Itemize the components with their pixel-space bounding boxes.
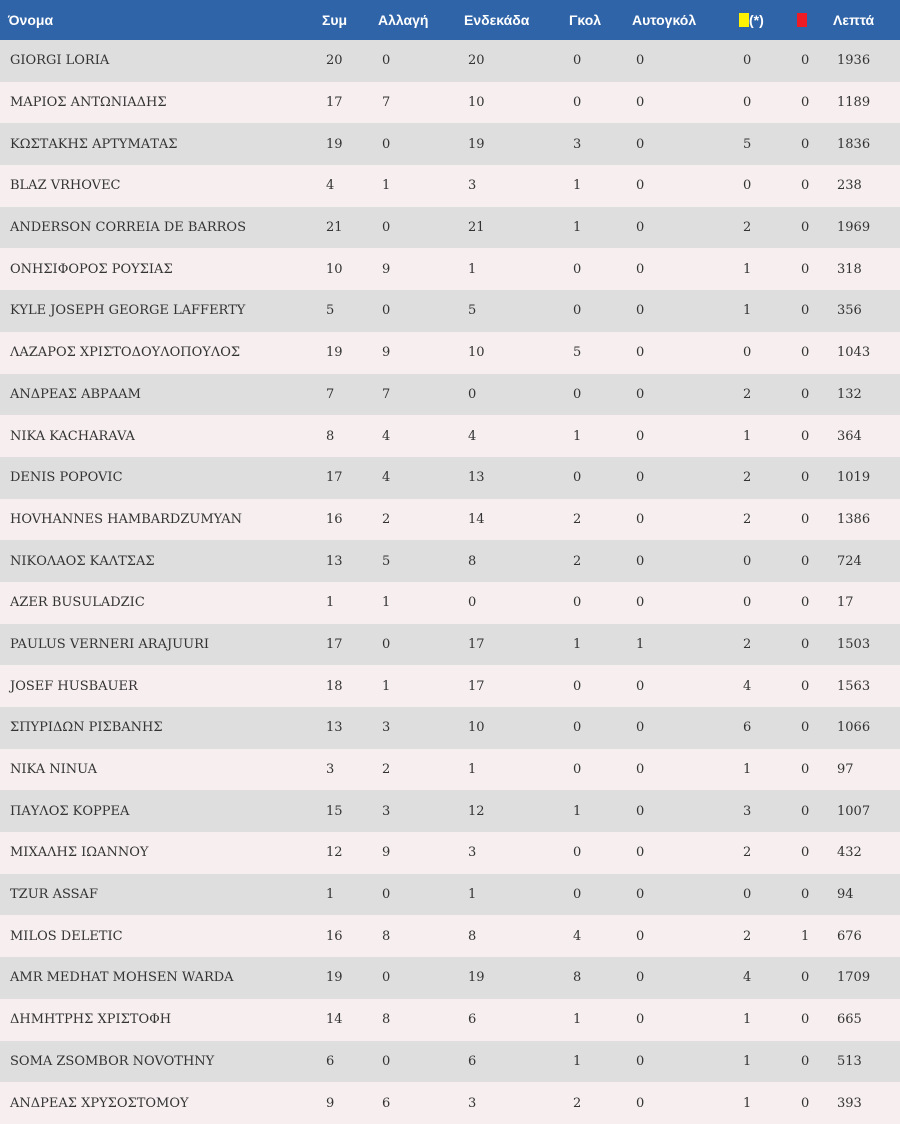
starts-cell: 3 [468, 845, 477, 861]
goals-cell: 1 [573, 803, 582, 819]
table-row [0, 790, 900, 832]
goals-cell: 1 [573, 220, 582, 236]
table-row [0, 457, 900, 499]
starts-cell: 1 [468, 762, 477, 778]
player-name-cell: ΛΑΖΑΡΟΣ ΧΡΙΣΤΟΔΟΥΛΟΠΟΥΛΟΣ [10, 345, 241, 361]
starts-cell: 6 [468, 1053, 477, 1069]
table-row [0, 332, 900, 374]
minutes-cell: 1936 [837, 53, 871, 69]
starts-cell: 12 [468, 803, 485, 819]
starts-cell: 13 [468, 470, 485, 486]
goals-cell: 1 [573, 1012, 582, 1028]
minutes-cell: 1019 [837, 470, 871, 486]
player-name-cell: AMR MEDHAT MOHSEN WARDA [10, 970, 234, 986]
player-name-cell: ΑΝΔΡΕΑΣ ΑΒΡΑΑΜ [10, 386, 141, 402]
goals-cell: 1 [573, 178, 582, 194]
column-header-starts[interactable]: Ενδεκάδα [464, 12, 530, 28]
goals-cell: 5 [573, 345, 582, 361]
starts-cell: 8 [468, 928, 477, 944]
own-goals-cell: 0 [636, 720, 645, 736]
table-row [0, 999, 900, 1041]
own-goals-cell: 0 [636, 1095, 645, 1111]
appearances-cell: 21 [326, 220, 343, 236]
appearances-cell: 16 [326, 511, 343, 527]
minutes-cell: 1969 [837, 220, 871, 236]
table-row [0, 832, 900, 874]
yellow-cards-cell: 0 [743, 53, 752, 69]
substitute-cell: 7 [382, 95, 391, 111]
table-row [0, 123, 900, 165]
red-cards-cell: 0 [801, 470, 810, 486]
own-goals-cell: 0 [636, 762, 645, 778]
appearances-cell: 12 [326, 845, 343, 861]
goals-cell: 0 [573, 720, 582, 736]
table-row [0, 874, 900, 916]
goals-cell: 0 [573, 678, 582, 694]
minutes-cell: 1386 [837, 511, 871, 527]
red-cards-cell: 0 [801, 762, 810, 778]
starts-cell: 1 [468, 261, 477, 277]
appearances-cell: 3 [326, 762, 335, 778]
table-row [0, 665, 900, 707]
own-goals-cell: 0 [636, 136, 645, 152]
appearances-cell: 1 [326, 595, 335, 611]
minutes-cell: 356 [837, 303, 862, 319]
yellow-cards-cell: 6 [743, 720, 752, 736]
player-name-cell: MILOS DELETIC [10, 928, 123, 944]
player-name-cell: TZUR ASSAF [10, 887, 98, 903]
starts-cell: 6 [468, 1012, 477, 1028]
appearances-cell: 14 [326, 1012, 343, 1028]
red-cards-cell: 0 [801, 53, 810, 69]
substitute-cell: 8 [382, 1012, 391, 1028]
goals-cell: 0 [573, 762, 582, 778]
red-cards-cell: 0 [801, 303, 810, 319]
minutes-cell: 724 [837, 553, 862, 569]
starts-cell: 0 [468, 386, 477, 402]
red-cards-cell: 0 [801, 386, 810, 402]
appearances-cell: 19 [326, 970, 343, 986]
substitute-cell: 9 [382, 345, 391, 361]
substitute-cell: 0 [382, 53, 391, 69]
substitute-cell: 0 [382, 887, 391, 903]
substitute-cell: 2 [382, 762, 391, 778]
minutes-cell: 1189 [837, 95, 871, 111]
yellow-cards-cell: 4 [743, 678, 752, 694]
player-name-cell: NIKA KACHARAVA [10, 428, 135, 444]
appearances-cell: 5 [326, 303, 335, 319]
player-name-cell: NIKA NINUA [10, 762, 98, 778]
minutes-cell: 364 [837, 428, 862, 444]
own-goals-cell: 0 [636, 678, 645, 694]
own-goals-cell: 0 [636, 887, 645, 903]
substitute-cell: 0 [382, 136, 391, 152]
substitute-cell: 4 [382, 470, 391, 486]
red-cards-cell: 0 [801, 678, 810, 694]
red-cards-cell: 1 [801, 928, 810, 944]
substitute-cell: 4 [382, 428, 391, 444]
substitute-cell: 0 [382, 220, 391, 236]
red-cards-cell: 0 [801, 595, 810, 611]
appearances-cell: 8 [326, 428, 335, 444]
appearances-cell: 16 [326, 928, 343, 944]
red-cards-cell: 0 [801, 136, 810, 152]
starts-cell: 3 [468, 178, 477, 194]
yellow-cards-cell: 2 [743, 636, 752, 652]
substitute-cell: 0 [382, 1053, 391, 1069]
player-name-cell: ΣΠΥΡΙΔΩΝ ΡΙΣΒΑΝΗΣ [10, 720, 163, 736]
player-name-cell: ΝΙΚΟΛΑΟΣ ΚΑΛΤΣΑΣ [10, 553, 155, 569]
own-goals-cell: 0 [636, 428, 645, 444]
yellow-cards-cell: 2 [743, 928, 752, 944]
minutes-cell: 94 [837, 887, 854, 903]
yellow-cards-cell: 0 [743, 887, 752, 903]
own-goals-cell: 0 [636, 220, 645, 236]
substitute-cell: 0 [382, 636, 391, 652]
red-cards-cell: 0 [801, 636, 810, 652]
minutes-cell: 1007 [837, 803, 871, 819]
substitute-cell: 6 [382, 1095, 391, 1111]
player-name-cell: ΜΑΡΙΟΣ ΑΝΤΩΝΙΑΔΗΣ [10, 95, 167, 111]
minutes-cell: 1563 [837, 678, 871, 694]
table-header-row [0, 0, 900, 40]
starts-cell: 19 [468, 970, 485, 986]
yellow-cards-cell: 2 [743, 845, 752, 861]
appearances-cell: 19 [326, 345, 343, 361]
own-goals-cell: 0 [636, 928, 645, 944]
substitute-cell: 0 [382, 970, 391, 986]
yellow-cards-cell: 1 [743, 303, 752, 319]
yellow-cards-cell: 1 [743, 762, 752, 778]
appearances-cell: 15 [326, 803, 343, 819]
player-name-cell: ANDERSON CORREIA DE BARROS [10, 220, 246, 236]
yellow-cards-cell: 0 [743, 553, 752, 569]
red-cards-cell: 0 [801, 261, 810, 277]
own-goals-cell: 0 [636, 386, 645, 402]
red-cards-cell: 0 [801, 803, 810, 819]
minutes-cell: 1709 [837, 970, 871, 986]
red-cards-cell: 0 [801, 845, 810, 861]
yellow-cards-cell: 0 [743, 345, 752, 361]
starts-cell: 10 [468, 345, 485, 361]
substitute-cell: 2 [382, 511, 391, 527]
goals-cell: 3 [573, 136, 582, 152]
goals-cell: 0 [573, 845, 582, 861]
player-name-cell: HOVHANNES HAMBARDZUMYAN [10, 511, 242, 527]
yellow-cards-cell: 4 [743, 970, 752, 986]
substitute-cell: 7 [382, 386, 391, 402]
red-cards-cell: 0 [801, 970, 810, 986]
appearances-cell: 13 [326, 720, 343, 736]
own-goals-cell: 0 [636, 53, 645, 69]
yellow-cards-cell: 1 [743, 1012, 752, 1028]
goals-cell: 4 [573, 928, 582, 944]
yellow-cards-cell: 2 [743, 511, 752, 527]
table-row [0, 749, 900, 791]
substitute-cell: 1 [382, 678, 391, 694]
minutes-cell: 432 [837, 845, 862, 861]
own-goals-cell: 0 [636, 470, 645, 486]
column-header-own-goals[interactable]: Αυτογκόλ [632, 12, 697, 28]
yellow-cards-cell: 1 [743, 428, 752, 444]
player-name-cell: SOMA ZSOMBOR NOVOTHNY [10, 1053, 215, 1069]
goals-cell: 2 [573, 553, 582, 569]
appearances-cell: 17 [326, 636, 343, 652]
appearances-cell: 20 [326, 53, 343, 69]
own-goals-cell: 0 [636, 178, 645, 194]
player-name-cell: PAULUS VERNERI ARAJUURI [10, 636, 210, 652]
own-goals-cell: 1 [636, 636, 645, 652]
player-name-cell: ΚΩΣΤΑΚΗΣ ΑΡΤΥΜΑΤΑΣ [10, 136, 178, 152]
appearances-cell: 4 [326, 178, 335, 194]
minutes-cell: 665 [837, 1012, 862, 1028]
appearances-cell: 6 [326, 1053, 335, 1069]
minutes-cell: 676 [837, 928, 862, 944]
yellow-card-note: (*) [749, 12, 764, 28]
red-cards-cell: 0 [801, 345, 810, 361]
minutes-cell: 17 [837, 595, 854, 611]
table-row [0, 82, 900, 124]
player-name-cell: ΔΗΜΗΤΡΗΣ ΧΡΙΣΤΟΦΗ [10, 1012, 172, 1028]
yellow-cards-cell: 0 [743, 178, 752, 194]
goals-cell: 2 [573, 1095, 582, 1111]
column-header-appearances[interactable]: Συμ [322, 12, 348, 28]
table-row [0, 707, 900, 749]
substitute-cell: 9 [382, 845, 391, 861]
goals-cell: 1 [573, 428, 582, 444]
own-goals-cell: 0 [636, 303, 645, 319]
table-row [0, 499, 900, 541]
appearances-cell: 17 [326, 95, 343, 111]
minutes-cell: 1043 [837, 345, 871, 361]
appearances-cell: 10 [326, 261, 343, 277]
starts-cell: 17 [468, 678, 485, 694]
column-header-name[interactable]: Όνομα [8, 12, 54, 28]
appearances-cell: 1 [326, 887, 335, 903]
own-goals-cell: 0 [636, 803, 645, 819]
table-row [0, 915, 900, 957]
yellow-cards-cell: 1 [743, 261, 752, 277]
red-cards-cell: 0 [801, 720, 810, 736]
player-name-cell: JOSEF HUSBAUER [10, 678, 138, 694]
minutes-cell: 238 [837, 178, 862, 194]
player-name-cell: AZER BUSULADZIC [10, 595, 145, 611]
minutes-cell: 1503 [837, 636, 871, 652]
red-cards-cell: 0 [801, 1053, 810, 1069]
column-header-yellow-cards[interactable] [731, 0, 789, 40]
player-name-cell: ΜΙΧΑΛΗΣ ΙΩΑΝΝΟΥ [10, 845, 149, 861]
substitute-cell: 5 [382, 553, 391, 569]
goals-cell: 1 [573, 636, 582, 652]
goals-cell: 0 [573, 386, 582, 402]
table-row [0, 582, 900, 624]
red-cards-cell: 0 [801, 428, 810, 444]
yellow-cards-cell: 1 [743, 1095, 752, 1111]
starts-cell: 17 [468, 636, 485, 652]
substitute-cell: 0 [382, 303, 391, 319]
column-header-goals[interactable]: Γκολ [569, 12, 602, 28]
goals-cell: 0 [573, 470, 582, 486]
appearances-cell: 18 [326, 678, 343, 694]
player-name-cell: ΠΑΥΛΟΣ ΚΟΡΡΕΑ [10, 803, 130, 819]
appearances-cell: 19 [326, 136, 343, 152]
yellow-cards-cell: 0 [743, 595, 752, 611]
table-row [0, 540, 900, 582]
goals-cell: 2 [573, 511, 582, 527]
own-goals-cell: 0 [636, 845, 645, 861]
starts-cell: 20 [468, 53, 485, 69]
starts-cell: 14 [468, 511, 485, 527]
red-cards-cell: 0 [801, 178, 810, 194]
own-goals-cell: 0 [636, 95, 645, 111]
yellow-cards-cell: 3 [743, 803, 752, 819]
minutes-cell: 1836 [837, 136, 871, 152]
minutes-cell: 97 [837, 762, 854, 778]
player-name-cell: ΑΝΔΡΕΑΣ ΧΡΥΣΟΣΤΟΜΟΥ [10, 1095, 189, 1111]
substitute-cell: 1 [382, 595, 391, 611]
table-row [0, 165, 900, 207]
player-name-cell: BLAZ VRHOVEC [10, 178, 121, 194]
column-header-red-cards[interactable] [789, 0, 825, 40]
starts-cell: 0 [468, 595, 477, 611]
goals-cell: 0 [573, 595, 582, 611]
yellow-cards-cell: 0 [743, 95, 752, 111]
appearances-cell: 7 [326, 386, 335, 402]
minutes-cell: 132 [837, 386, 862, 402]
table-body [0, 40, 900, 1124]
goals-cell: 8 [573, 970, 582, 986]
red-cards-cell: 0 [801, 887, 810, 903]
starts-cell: 8 [468, 553, 477, 569]
own-goals-cell: 0 [636, 1053, 645, 1069]
red-cards-cell: 0 [801, 1012, 810, 1028]
own-goals-cell: 0 [636, 595, 645, 611]
starts-cell: 19 [468, 136, 485, 152]
starts-cell: 4 [468, 428, 477, 444]
table-row [0, 415, 900, 457]
goals-cell: 1 [573, 1053, 582, 1069]
goals-cell: 0 [573, 261, 582, 277]
own-goals-cell: 0 [636, 1012, 645, 1028]
table-row [0, 624, 900, 666]
table-row [0, 1082, 900, 1124]
table-row [0, 374, 900, 416]
own-goals-cell: 0 [636, 553, 645, 569]
substitute-cell: 9 [382, 261, 391, 277]
starts-cell: 5 [468, 303, 477, 319]
table-row [0, 290, 900, 332]
minutes-cell: 318 [837, 261, 862, 277]
red-cards-cell: 0 [801, 553, 810, 569]
own-goals-cell: 0 [636, 345, 645, 361]
yellow-card-icon [739, 13, 749, 27]
own-goals-cell: 0 [636, 511, 645, 527]
player-name-cell: GIORGI LORIA [10, 53, 110, 69]
goals-cell: 0 [573, 95, 582, 111]
appearances-cell: 13 [326, 553, 343, 569]
own-goals-cell: 0 [636, 970, 645, 986]
yellow-cards-cell: 5 [743, 136, 752, 152]
red-cards-cell: 0 [801, 95, 810, 111]
minutes-cell: 1066 [837, 720, 871, 736]
minutes-cell: 513 [837, 1053, 862, 1069]
substitute-cell: 1 [382, 178, 391, 194]
minutes-cell: 393 [837, 1095, 862, 1111]
red-cards-cell: 0 [801, 511, 810, 527]
table-row [0, 40, 900, 82]
red-cards-cell: 0 [801, 1095, 810, 1111]
appearances-cell: 17 [326, 470, 343, 486]
column-header-substitute[interactable]: Αλλαγή [378, 12, 429, 28]
substitute-cell: 8 [382, 928, 391, 944]
red-cards-cell: 0 [801, 220, 810, 236]
red-card-icon [797, 13, 807, 27]
goals-cell: 0 [573, 887, 582, 903]
goals-cell: 0 [573, 53, 582, 69]
substitute-cell: 3 [382, 803, 391, 819]
yellow-cards-cell: 2 [743, 386, 752, 402]
appearances-cell: 9 [326, 1095, 335, 1111]
table-row [0, 207, 900, 249]
table-row [0, 1041, 900, 1083]
own-goals-cell: 0 [636, 261, 645, 277]
starts-cell: 1 [468, 887, 477, 903]
goals-cell: 0 [573, 303, 582, 319]
table-row [0, 248, 900, 290]
starts-cell: 21 [468, 220, 485, 236]
yellow-cards-cell: 2 [743, 470, 752, 486]
table-row [0, 957, 900, 999]
substitute-cell: 3 [382, 720, 391, 736]
player-name-cell: DENIS POPOVIC [10, 470, 123, 486]
starts-cell: 3 [468, 1095, 477, 1111]
starts-cell: 10 [468, 720, 485, 736]
yellow-cards-cell: 2 [743, 220, 752, 236]
starts-cell: 10 [468, 95, 485, 111]
player-name-cell: ΟΝΗΣΙΦΟΡΟΣ ΡΟΥΣΙΑΣ [10, 261, 173, 277]
column-header-minutes[interactable]: Λεπτά [833, 12, 875, 28]
player-name-cell: KYLE JOSEPH GEORGE LAFFERTY [10, 303, 246, 319]
yellow-cards-cell: 1 [743, 1053, 752, 1069]
